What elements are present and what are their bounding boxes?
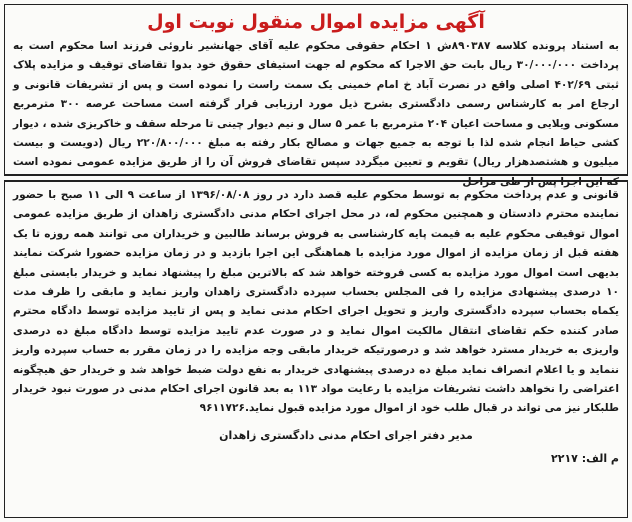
notice-column-bottom	[4, 180, 628, 518]
notice-body-part-1: به استناد پرونده کلاسه ۸۹۰۳۸۷ش ۱ احکام حقوقی محکوم علیه آقای جهانشیر ناروئی فرزند اسا محکوم است به پرداخت ۳۰/۰۰۰/۰۰۰ ریال بابت حق الاجرا که محکوم له جهت استیفای حقوق خود بدوا تقاضای توقیف و مزایده پلاک ثبتی ۴۰۲/۶۹ اصلی واقع در نصرت آباد خ امام خمینی یک سمت راست را نموده است و پس از تشریفات قانونی و ارجاع امر به کارشناس رسمی دادگستری بشرح ذیل مورد ارزیابی قرار گرفته است مساحت عرصه ۳۰۰ مترمربع مسکونی ویلایی و مساحت اعیان ۲۰۴ مترمربع با عمر ۵ سال و نیم دیوار چینی تا مرحله سقف و خاکریزی شده ، دیوار کشی حیاط انجام شده لذا با توجه به جمیع جهات و مصالح بکار رفته به مبلغ ۲۲۰/۸۰۰/۰۰۰ ریال (دویست و بیست میلیون و هشتصدهزار ریال) تقویم و تعیین میگردد سپس تقاضای فروش آن را از طریق مزایده عمومی نموده است که این اجرا پس از طی مراحل	[13, 40, 619, 188]
notice-title: آگهی مزایده اموال منقول نوبت اول	[147, 11, 485, 33]
notice-signature: مدیر دفتر اجرای احکام مدنی دادگستری زاهدان	[219, 428, 473, 442]
notice-column-top	[4, 4, 628, 188]
notice-body-part-2: قانونی و عدم پرداخت محکوم به توسط محکوم علیه قصد دارد در روز ۱۳۹۶/۰۸/۰۸ از ساعت ۹ الی ۱۱ صبح با حضور نماینده محترم دادستان و همچنین محکوم له، در محل اجرای احکام مدنی دادگستری زاهدان از طریق مزایده عمومی اموال توقیفی محکوم علیه به قیمت پایه کارشناسی به فروش برساند طالبین و خریداران می توانند همه روزه تا یک هفته قبل از زمان مزایده از اموال مورد مزایده با هماهنگی این اجرا بازدید و در زمان مزایده حضورا شرکت نمایند بدیهی است اموال مورد مزایده به کسی فروخته خواهد شد که بالاترین مبلغ را پیشنهاد نماید و خریدار بایستی مبلغ ۱۰ درصدی پیشنهادی مزایده را فی المجلس بحساب سپرده دادگستری زاهدان واریز نماید و مابقی را ظرف مدت یکماه بحساب سپرده دادگستری واریز و تحویل اجرای احکام مدنی نماید و پس از تایید مزایده توسط دادگاه محترم صادر کننده حکم تقاضای انتقال مالکیت اموال نماید و در صورت عدم تایید مزایده توسط دادگاه مبلغ ده درصدی واریزی به خریدار مسترد خواهد شد و درصورتیکه خریدار مابقی وجه مزایده را در زمان مقرر به حساب سپرده واریز ننماید و یا اعلام انصراف نماید مبلغ ده درصدی پیشنهادی خریدار به نفع دولت ضبط خواهد شد و خریدار حق هیچگونه اعتراضی را نخواهد داشت تشریفات مزایده با رعایت مواد ۱۱۳ به بعد قانون اجرای احکام مدنی در صورت نبود خریدار طلبکار نیز می تواند در قبال طلب خود از اموال مورد مزایده قبول نماید.۹۶۱۱۷۲۶	[13, 189, 619, 415]
notice-reference-number: م الف: ۲۲۱۷	[551, 451, 619, 465]
